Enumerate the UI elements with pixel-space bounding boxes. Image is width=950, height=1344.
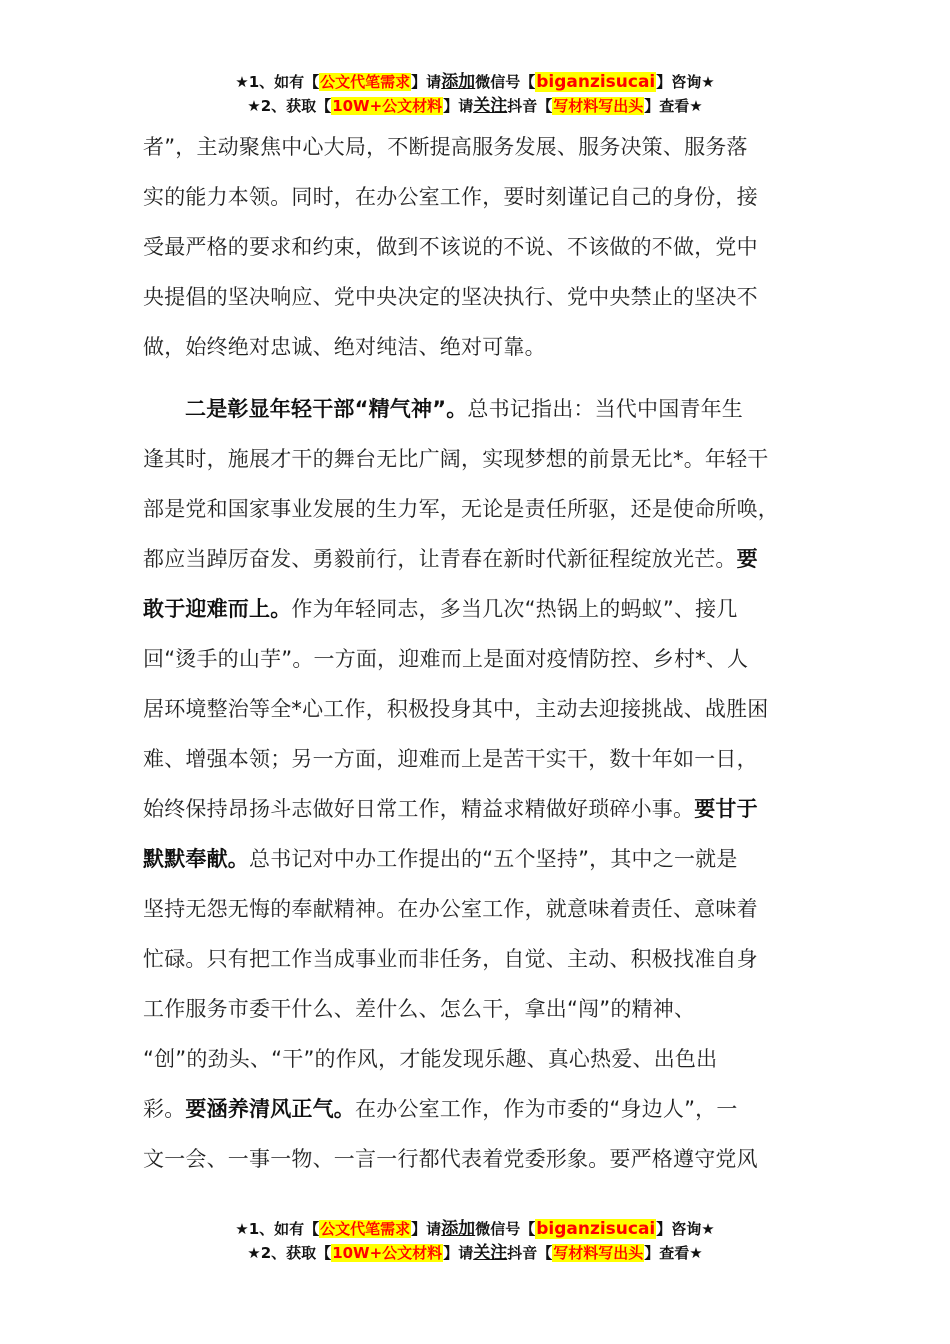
banner-underlined: 添加 [441,72,476,92]
banner-text: 】请 [411,73,442,91]
banner-text: ★1、如有【 [235,1220,320,1238]
bold-text: 要 [736,547,758,571]
body-line [143,834,828,884]
body-text: 作为年轻同志，多当几次“热锅上的蚂蚁”、接几 [291,597,738,621]
body-text: 总书记指出：当代中国青年生 [467,397,744,421]
banner-underlined: 关注 [473,1243,508,1263]
body-line: 居环境整治等全*心工作，积极投身其中，主动去迎接挑战、战胜困 [143,697,769,721]
wechat-id-highlight: biganzisucai [536,72,656,92]
body-line: 难、增强本领；另一方面，迎难而上是苦干实干，数十年如一日， [143,747,758,771]
body-line: 回“烫手的山芋”。一方面，迎难而上是面对疫情防控、乡村*、人 [143,647,749,671]
wechat-id-highlight: biganzisucai [536,1219,656,1239]
banner-text: 】请 [411,1220,442,1238]
body-line: 部是党和国家事业发展的生力军，无论是责任所驱，还是使命所唤， [143,497,779,521]
banner-text: 】请 [443,97,474,115]
body-line: “创”的劲头、“干”的作风，才能发现乐趣、真心热爱、出色出 [143,1047,718,1071]
footer-banner [0,1217,950,1265]
banner-highlight: 公文代笔需求 [320,73,411,91]
banner-text: 】请 [443,1244,474,1262]
body-line: 实的能力本领。同时，在办公室工作，要时刻谨记自己的身份，接 [143,185,758,209]
banner-highlight: 10W+公文材料 [332,1244,443,1262]
body-line: 受最严格的要求和约束，做到不该说的不说、不该做的不做，党中 [143,235,758,259]
banner-text: 】咨询★ [656,73,715,91]
banner-highlight: 公文代笔需求 [320,1220,411,1238]
douyin-highlight: 写材料写出头 [553,1244,644,1262]
body-line: 工作服务市委干什么、差什么、怎么干，拿出“闯”的精神、 [143,997,696,1021]
banner-text: 抖音【 [507,1244,553,1262]
bold-text: 默默奉献。 [143,847,249,871]
section-heading: 二是彰显年轻干部“精气神”。 [185,397,468,421]
body-text: 在办公室工作，作为市委的“身边人”，一 [355,1097,738,1121]
banner-text: ★2、获取【 [247,1244,332,1262]
banner-line-2 [0,94,950,118]
document-body [143,122,828,1184]
bold-text: 敢于迎难而上。 [143,597,292,621]
body-line: 忙碌。只有把工作当成事业而非任务，自觉、主动、积极找准自身 [143,947,758,971]
body-text: 都应当踔厉奋发、勇毅前行，让青春在新时代新征程绽放光芒。 [143,547,737,571]
bold-text: 要甘于 [694,797,758,821]
header-banner [0,70,950,118]
body-line: 做，始终绝对忠诚、绝对纯洁、绝对可靠。 [143,335,546,359]
body-line [143,534,828,584]
body-line [143,384,828,434]
banner-text: ★1、如有【 [235,73,320,91]
body-line: 逢其时，施展才干的舞台无比广阔，实现梦想的前景无比*。年轻干 [143,447,769,471]
bold-text: 要涵养清风正气。 [185,1097,356,1121]
banner-text: ★2、获取【 [247,97,332,115]
banner-text: 】咨询★ [656,1220,715,1238]
banner-text: 】查看★ [644,97,703,115]
banner-line-1 [0,1217,950,1241]
body-text: 总书记对中办工作提出的“五个坚持”，其中之一就是 [249,847,738,871]
banner-highlight: 10W+公文材料 [332,97,443,115]
banner-text: 微信号【 [475,73,536,91]
body-text: 彩。 [143,1097,186,1121]
body-line: 文一会、一事一物、一言一行都代表着党委形象。要严格遵守党风 [143,1147,758,1171]
banner-line-1 [0,70,950,94]
douyin-highlight: 写材料写出头 [553,97,644,115]
banner-underlined: 关注 [473,96,508,116]
banner-underlined: 添加 [441,1219,476,1239]
body-line [143,1084,828,1134]
banner-text: 抖音【 [507,97,553,115]
body-line: 坚持无怨无悔的奉献精神。在办公室工作，就意味着责任、意味着 [143,897,758,921]
banner-text: 微信号【 [475,1220,536,1238]
body-text: 始终保持昂扬斗志做好日常工作，精益求精做好琐碎小事。 [143,797,695,821]
body-line: 央提倡的坚决响应、党中央决定的坚决执行、党中央禁止的坚决不 [143,285,758,309]
body-line: 者”，主动聚焦中心大局，不断提高服务发展、服务决策、服务落 [143,135,748,159]
banner-text: 】查看★ [644,1244,703,1262]
banner-line-2 [0,1241,950,1265]
body-line [143,584,828,634]
body-line [143,784,828,834]
